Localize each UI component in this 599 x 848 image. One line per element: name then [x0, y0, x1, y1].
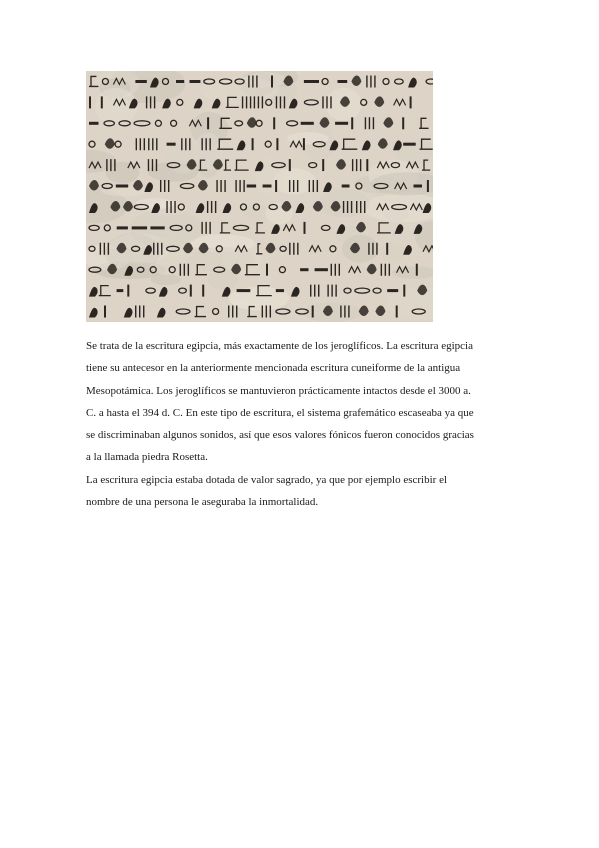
hieroglyph-glyph [381, 264, 389, 276]
hieroglyph-glyph [322, 79, 328, 85]
hieroglyph-glyph [304, 222, 306, 234]
hieroglyph-glyph [375, 306, 385, 317]
hieroglyph-glyph [359, 306, 369, 317]
hieroglyph-glyph [224, 160, 231, 170]
hieroglyph-glyph [223, 203, 232, 213]
hieroglyph-glyph [276, 138, 278, 150]
hieroglyph-glyph [416, 264, 418, 276]
hieroglyph-glyph [265, 141, 271, 147]
hieroglyph-glyph [276, 289, 284, 292]
text-line: nombre de una persona le aseguraba la inmortalidad. [86, 496, 319, 509]
hieroglyph-glyph [351, 75, 361, 85]
hieroglyph-glyph [266, 264, 268, 276]
hieroglyph-glyph [149, 138, 157, 150]
paragraph-1 [86, 335, 526, 469]
hieroglyph-glyph [342, 185, 350, 188]
hieroglyph-glyph [213, 309, 219, 315]
hieroglyph-glyph [117, 226, 128, 229]
hieroglyph-glyph [134, 121, 150, 126]
hieroglyph-glyph [287, 121, 298, 126]
hieroglyph-glyph [273, 117, 275, 129]
hieroglyph-glyph [220, 223, 230, 233]
hieroglyph-glyph [99, 286, 111, 296]
hieroglyph-glyph [328, 285, 336, 297]
hieroglyph-glyph [235, 160, 249, 170]
text-line: Mesopotámica. Los jeroglíficos se mantuvieron prácticamente intactos desde el 3000 a. [86, 384, 471, 397]
hieroglyph-glyph [309, 163, 317, 168]
hieroglyph-glyph [207, 117, 209, 129]
hieroglyph-glyph [212, 99, 221, 109]
hieroglyph-glyph [377, 223, 391, 233]
hieroglyph-glyph [101, 96, 103, 108]
hieroglyph-glyph [263, 185, 272, 188]
text-line: a la llamada piedra Rosetta. [86, 451, 208, 464]
hieroglyph-glyph [256, 120, 262, 126]
hieroglyph-glyph [176, 80, 184, 83]
hieroglyph-glyph [236, 180, 244, 192]
hieroglyph-glyph [427, 180, 429, 192]
hieroglyph-glyph [247, 117, 257, 128]
hieroglyph-glyph [367, 75, 375, 87]
hieroglyph-glyph [104, 306, 106, 318]
hieroglyph-glyph [395, 224, 404, 234]
hieroglyph-glyph [367, 264, 377, 275]
hieroglyph-glyph [171, 120, 177, 126]
hieroglyph-glyph [323, 182, 332, 192]
hieroglyph-glyph [202, 285, 204, 297]
hieroglyph-glyph [402, 117, 404, 129]
paragraph-2 [86, 469, 526, 514]
hieroglyph-glyph [89, 308, 98, 318]
hieroglyph-glyph [194, 99, 203, 109]
hieroglyph-glyph [89, 225, 99, 230]
hieroglyph-glyph [373, 288, 381, 293]
text-line: La escritura egipcia estaba dotada de valor sagrado, ya que por ejemplo escribir el [86, 473, 448, 486]
hieroglyph-glyph [146, 288, 155, 293]
hieroglyph-glyph [426, 79, 433, 84]
hieroglyph-glyph [255, 223, 265, 233]
hieroglyph-glyph [365, 117, 373, 129]
body-text [86, 335, 526, 513]
hieroglyph-glyph [161, 180, 169, 192]
hieroglyph-glyph [403, 245, 412, 255]
hieroglyph-glyph [179, 288, 187, 293]
text-line: Se trata de la escritura egipcia, más exactamente de los jeroglíficos. La escritura egipcia [86, 340, 473, 352]
hieroglyph-glyph [303, 138, 305, 150]
hieroglyph-glyph [336, 159, 346, 170]
hieroglyph-glyph [311, 285, 319, 297]
hieroglyph-glyph [304, 80, 319, 83]
hieroglyph-glyph [289, 99, 298, 109]
hieroglyph-glyph [351, 117, 353, 129]
hieroglyph-glyph [116, 185, 128, 188]
hieroglyph-glyph [309, 246, 321, 252]
hieroglyph-glyph [321, 225, 330, 230]
hieroglyph-glyph [89, 122, 99, 125]
hieroglyph-glyph [136, 138, 144, 150]
hieroglyph-glyph [315, 268, 328, 271]
hieroglyph-glyph [335, 122, 348, 125]
hieroglyph-glyph [280, 246, 286, 251]
hieroglyph-glyph [289, 159, 291, 171]
hieroglyph-glyph [271, 224, 280, 234]
hieroglyph-glyph [177, 99, 183, 105]
hieroglyph-glyph [355, 288, 370, 293]
hieroglyph-glyph [342, 139, 358, 149]
hieroglyph-glyph [252, 138, 254, 150]
hieroglyph-glyph [127, 285, 129, 297]
hieroglyph-glyph [395, 79, 404, 84]
hieroglyph-glyph [180, 184, 193, 189]
hieroglyph-glyph [283, 225, 295, 231]
hieroglyph-glyph [403, 143, 416, 146]
hieroglyph-glyph [196, 203, 205, 213]
hieroglyph-glyph [167, 143, 176, 146]
hieroglyph-glyph [414, 185, 423, 188]
hieroglyph-glyph [155, 120, 161, 126]
hieroglyph-glyph [378, 138, 388, 149]
hieroglyph-glyph [383, 79, 389, 85]
hieroglyph-glyph [276, 309, 290, 314]
hieroglyph-glyph [89, 287, 98, 297]
hieroglyph-glyph [304, 100, 318, 105]
hieroglyph-glyph [275, 180, 277, 192]
hieroglyph-glyph [387, 289, 398, 292]
hieroglyph-glyph [208, 201, 216, 213]
hieroglyph-glyph [331, 264, 339, 276]
hieroglyph-glyph [344, 288, 351, 293]
hieroglyph-glyph [247, 185, 256, 188]
hieroglyph-glyph [330, 246, 336, 252]
hieroglyph-glyph [233, 225, 248, 230]
hieroglyph-glyph [396, 306, 398, 318]
hieroglyph-glyph [338, 80, 348, 83]
hieroglyph-glyph [349, 267, 361, 273]
hieroglyph-glyph [279, 267, 285, 273]
hieroglyph-glyph [408, 78, 417, 88]
hieroglyph-glyph [176, 309, 190, 314]
hieroglyph-glyph [296, 203, 305, 213]
hieroglyphic-papyrus-image [86, 71, 433, 322]
hieroglyph-glyph [403, 285, 405, 297]
hieroglyph-glyph [157, 308, 166, 318]
hieroglyph-glyph [265, 243, 275, 254]
hieroglyph-glyph [124, 308, 133, 318]
text-line: C. a hasta el 394 d. C. En este tipo de escritura, el sistema grafemático escaseaba ya que [86, 406, 474, 419]
hieroglyph-glyph [144, 182, 153, 192]
hieroglyph-glyph [105, 138, 115, 149]
hieroglyphics-image [86, 71, 433, 322]
hieroglyph-glyph [237, 140, 246, 150]
hieroglyph-glyph [89, 96, 91, 108]
hieroglyph-glyph [300, 268, 308, 271]
hieroglyph-glyph [190, 285, 192, 297]
hieroglyph-glyph [115, 141, 121, 147]
hieroglyph-glyph [159, 287, 168, 297]
hieroglyph-glyph [410, 96, 412, 108]
hieroglyph-glyph [104, 225, 110, 231]
hieroglyph-glyph [235, 121, 243, 126]
hieroglyph-glyph [135, 80, 146, 83]
hieroglyph-glyph [150, 226, 164, 229]
hieroglyph-glyph [117, 289, 124, 292]
hieroglyph-glyph [132, 226, 147, 229]
hieroglyph-glyph [195, 307, 206, 317]
hieroglyph-glyph [383, 117, 393, 128]
hieroglyph-glyph [89, 141, 95, 147]
hieroglyph-glyph [366, 159, 368, 171]
hieroglyph-glyph [136, 306, 144, 318]
hieroglyph-glyph [362, 140, 371, 150]
hieroglyph-glyph [291, 287, 300, 297]
hieroglyph-glyph [312, 306, 314, 318]
hieroglyph-glyph [202, 222, 210, 234]
hieroglyph-glyph [290, 243, 298, 255]
hieroglyph-glyph [386, 243, 388, 255]
hieroglyph-glyph [394, 99, 406, 105]
text-line: tiene su antecesor en la anteriormente mencionada escritura cuneiforme de la antigua [86, 362, 461, 375]
hieroglyph-glyph [419, 118, 428, 128]
hieroglyph-glyph [301, 122, 314, 125]
hieroglyph-glyph [198, 180, 208, 191]
text-line: se discriminaban algunos sonidos, así que esos valores fónicos fueron conocidos gracias [86, 429, 474, 442]
hieroglyph-glyph [217, 180, 225, 192]
hieroglyph-glyph [374, 96, 384, 107]
hieroglyph-glyph [353, 159, 361, 171]
hieroglyph-glyph [217, 139, 233, 149]
hieroglyph-glyph [190, 80, 201, 83]
hieroglyph-glyph [271, 76, 273, 88]
hieroglyph-glyph [322, 159, 324, 171]
hieroglyph-glyph [237, 289, 251, 292]
